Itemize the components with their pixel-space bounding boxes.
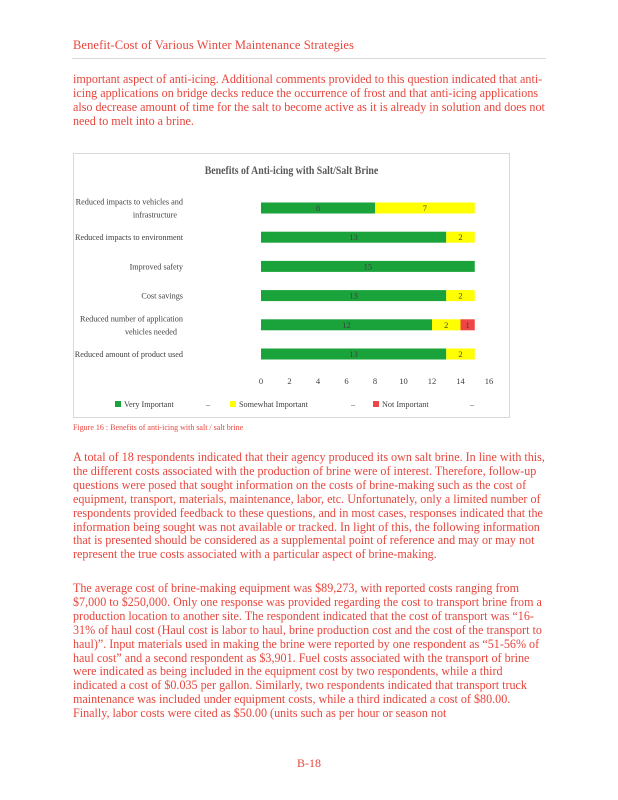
category-label: Improved safety bbox=[129, 262, 183, 272]
legend-separator: – bbox=[206, 400, 211, 409]
data-label: 1 bbox=[465, 319, 470, 330]
data-label: 12 bbox=[342, 319, 351, 330]
paragraph-brine-costs: The average cost of brine-making equipment was $89,273, with reported costs ranging from $7,000 to $250,000. Only one response was provided regarding the cost to transport brine from a production location to another site. The respondent indicated that the cost of transport was “16-31% of haul cost (Haul cost is labor to haul, brine production cost and the cost of the transport to haul)”. Input materials used in making the brine were reported by one respondent as “51-56% of haul cost” and a second respondent as $3,901. Fuel costs associated with the transport of brine were indicated as being included in the equipment cost by two respondents, while a third indicated a cost of $0.035 per gallon. Similarly, two respondents indicated that transport truck maintenance was included under equipment costs, while a third indicated a cost of $80.00. Finally, labor costs were cited as $50.00 (units such as per hour or season not bbox=[73, 581, 542, 721]
x-tick-label: 14 bbox=[456, 376, 465, 386]
paragraph-brine-production: A total of 18 respondents indicated that their agency produced its own salt brine. In line with this, the different costs associated with the production of brine were of interest. Therefore, follow-up questions were posed that sought information on the costs of brine-making such as the cost of equipment, transport, materials, maintenance, labor, etc. Unfortunately, only a limited number of respondents provided feedback to these questions, and in most cases, responses indicated that the information being sought was not available or tracked. In light of this, the following information that is presented should be considered as a supplemental point of reference and may or may not represent the true costs associated with a particular aspect of brine-making. bbox=[73, 450, 545, 562]
data-label: 13 bbox=[349, 232, 358, 243]
legend-label: Somewhat Important bbox=[239, 400, 308, 409]
legend-swatch bbox=[373, 401, 379, 407]
header-divider bbox=[72, 58, 546, 59]
figure-caption: Figure 16 : Benefits of anti-icing with salt / salt brine bbox=[73, 423, 244, 432]
data-label: 8 bbox=[315, 203, 321, 213]
page-number: B-18 bbox=[297, 756, 321, 770]
data-label: 2 bbox=[458, 290, 463, 301]
legend-separator: – bbox=[470, 400, 475, 409]
legend-swatch bbox=[230, 401, 236, 407]
data-label: 7 bbox=[422, 203, 427, 213]
category-label: Reduced impacts to environment bbox=[74, 233, 183, 243]
category-label: Reduced amount of product used bbox=[74, 350, 183, 359]
legend-label: Very Important bbox=[124, 400, 174, 409]
benefits-chart bbox=[73, 153, 510, 418]
data-label: 2 bbox=[444, 319, 449, 330]
data-label: 15 bbox=[363, 261, 373, 272]
x-tick-label: 6 bbox=[344, 376, 349, 386]
legend-separator: – bbox=[351, 400, 356, 409]
legend-label: Not Important bbox=[382, 400, 429, 409]
x-tick-label: 16 bbox=[484, 376, 494, 386]
x-tick-label: 2 bbox=[287, 376, 292, 386]
data-label: 2 bbox=[458, 349, 463, 359]
x-tick-label: 12 bbox=[427, 376, 437, 386]
x-tick-label: 10 bbox=[399, 376, 408, 386]
category-label: Cost savings bbox=[141, 291, 183, 301]
category-label: Reduced number of application vehicles needed bbox=[80, 314, 183, 337]
chart-title: Benefits of Anti-icing with Salt/Salt Brine bbox=[204, 163, 379, 177]
page-header: Benefit-Cost of Various Winter Maintenance Strategies bbox=[73, 38, 355, 52]
x-tick-label: 8 bbox=[372, 376, 378, 386]
x-tick-label: 0 bbox=[258, 376, 264, 386]
chart-plot bbox=[74, 154, 509, 417]
category-label: Reduced impacts to vehicles and infrastructure bbox=[75, 197, 183, 220]
data-label: 2 bbox=[458, 232, 463, 243]
data-label: 13 bbox=[349, 290, 358, 301]
legend-swatch bbox=[115, 401, 121, 407]
paragraph-anti-icing: important aspect of anti-icing. Additional comments provided to this question indicated that anti-icing applications on bridge decks reduce the occurrence of frost and that anti-icing applications also decrease amount of time for the salt to become active as it is already in solution and does not need to melt into a brine. bbox=[73, 72, 545, 128]
data-label: 13 bbox=[349, 349, 358, 359]
x-tick-label: 4 bbox=[315, 376, 321, 386]
